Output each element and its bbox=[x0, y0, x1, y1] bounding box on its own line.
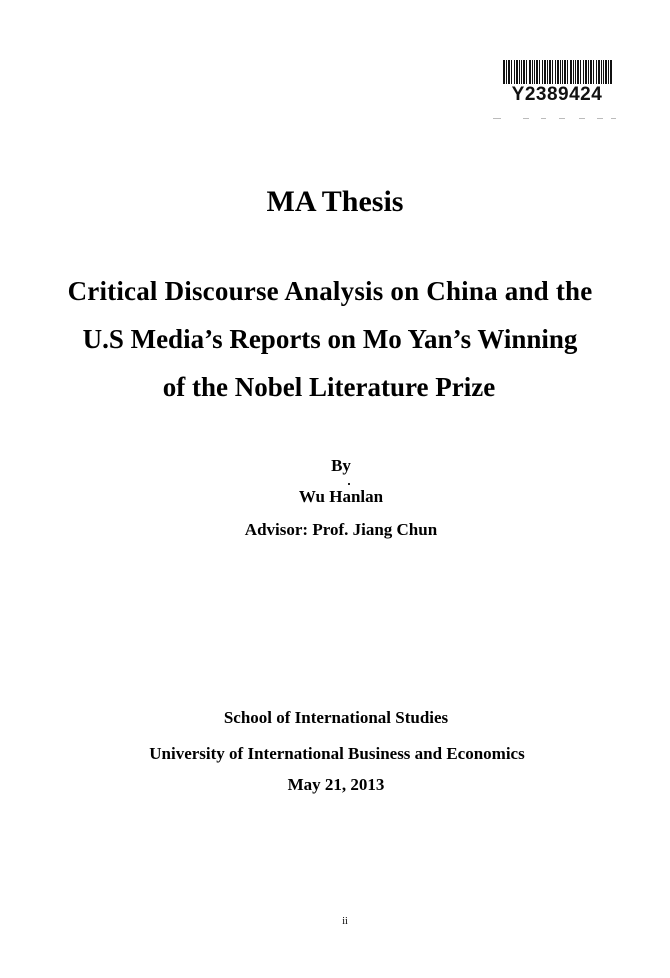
barcode-label bbox=[499, 58, 615, 110]
submission-date: May 21, 2013 bbox=[287, 775, 385, 794]
barcode-icon bbox=[503, 60, 613, 84]
divider bbox=[493, 118, 618, 120]
thesis-title-line-2: U.S Media’s Reports on Mo Yan’s Winning bbox=[82, 324, 578, 354]
thesis-title-line-1: Critical Discourse Analysis on China and the bbox=[67, 276, 593, 306]
author-name: Wu Hanlan bbox=[298, 487, 384, 506]
document-type-heading: MA Thesis bbox=[266, 185, 404, 218]
barcode-number: Y2389424 bbox=[511, 84, 603, 105]
advisor-line: Advisor: Prof. Jiang Chun bbox=[244, 520, 438, 539]
school-name: School of International Studies bbox=[223, 708, 449, 727]
university-name: University of International Business and Economics bbox=[149, 744, 525, 763]
page-number: ii bbox=[342, 916, 348, 927]
by-label: By bbox=[331, 456, 351, 475]
thesis-title-line-3: of the Nobel Literature Prize bbox=[162, 372, 496, 402]
scan-speck bbox=[348, 483, 350, 485]
